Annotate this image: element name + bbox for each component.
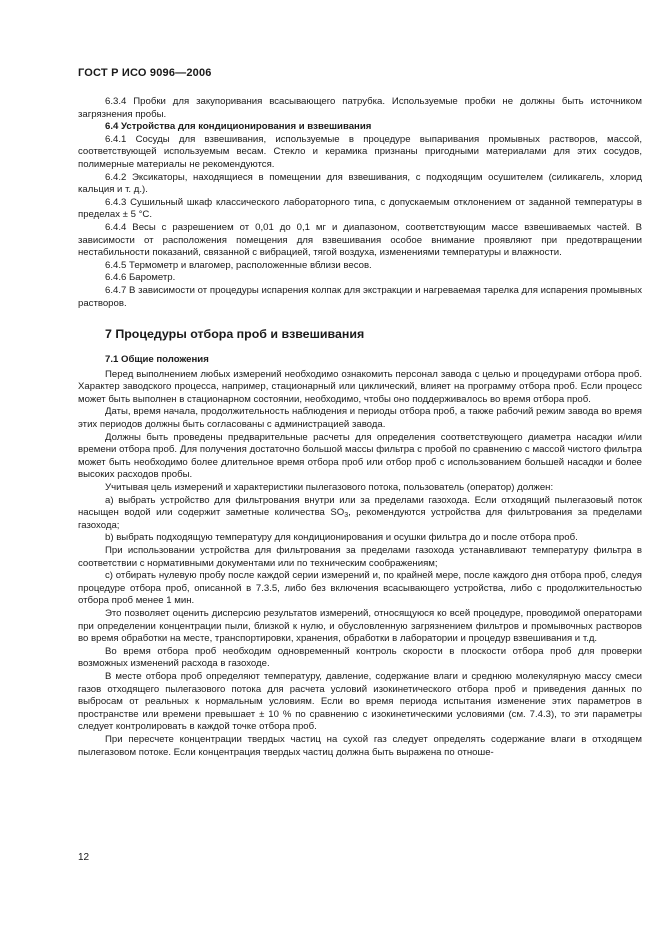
paragraph-6: Это позволяет оценить дисперсию результатов измерений, относящуюся ко всей процедуре, проводимой операторами при определении концентрации пыли, близкой к нулю, и обусловленную загрязнением фильтров и промывочных растворов во время обработки на месте, транспортировки, хранения, обработки в лаборатории и процедур взвешивания и т.д. (78, 607, 642, 645)
document-header: ГОСТ Р ИСО 9096—2006 (78, 67, 212, 79)
list-item-c: с) отбирать нулевую пробу после каждой серии измерений и, по крайней мере, после каждого дня отбора проб, следуя процедуре отбора проб, описанной в 7.3.5, либо без включения всасывающего устройства, либо с продолжительностью отбора проб менее 1 мин. (78, 570, 642, 607)
clause-6-4-1: 6.4.1 Сосуды для взвешивания, используемые в процедуре выпаривания промывных растворов, массой, соответствующей используемым весам. Стекло и керамика признаны пригодными материалами для этих сосудов, полимерные материалы не рекомендуются. (78, 133, 642, 170)
clause-6-4-3: 6.4.3 Сушильный шкаф классического лабораторного типа, с допускаемым отклонением от заданной температуры в пределах ± 5 °С. (78, 196, 642, 221)
list-item-a-text-end: , рекомендуются устройства для фильтрования за пределами газохода; (78, 507, 643, 531)
clause-6-4-6: 6.4.6 Барометр. (105, 272, 176, 284)
subscript-3: 3 (344, 512, 349, 520)
clause-6-4-7: 6.4.7 В зависимости от процедуры испарения колпак для экстракции и нагреваемая тарелка для испарения промывных растворов. (78, 284, 642, 309)
subsection-heading-6-4: 6.4 Устройства для кондиционирования и взвешивания (105, 121, 372, 133)
document-body (78, 96, 642, 759)
clause-6-4-4: 6.4.4 Весы с разрешением от 0,01 до 0,1 мг и диапазоном, соответствующим массе взвешиваемых частей. В зависимости от расположения помещения для взвешивания особое внимание проявляют при предотвращении нестабильности показаний, связанной с вибрацией, тягой воздуха, изменениями температуры и влажности. (78, 221, 642, 259)
section-heading-7: 7 Процедуры отбора проб и взвешивания (105, 327, 365, 342)
paragraph-8: В месте отбора проб определяют температуру, давление, содержание влаги и среднюю молекулярную массу смеси газов отходящего пылегазового потока для расчета условий изокинетического отбора проб и приведения данных по выбросам от реальных к нормальным условиям. Если во время периода испытания изменение этих параметров в пространстве или времени превышает ± 10 % по сравнению с изокинетическими условиями (см. 7.4.3), то эти параметры следует контролировать в каждой точке отбора проб. (78, 670, 642, 733)
list-item-a (78, 495, 642, 533)
paragraph-1: Перед выполнением любых измерений необходимо ознакомить персонал завода с целью и процедурами отбора проб. Характер заводского процесса, например, стационарный или циклический, влияет на программу отбора проб. Если процесс может быть выполнен в стационарном состоянии, необходимо, чтобы оно поддерживалось во время отбора проб. (78, 368, 642, 405)
list-item-a-text: а) выбрать устройство для фильтрования внутри или за пределами газохода. Если отходящий пылегазовый поток насыщен водой или содержит заметные количества SO (78, 494, 642, 519)
page-number: 12 (78, 852, 90, 863)
clause-6-3-4: 6.3.4 Пробки для закупоривания всасывающего патрубка. Используемые пробки не должны быть источником загрязнения пробы. (78, 96, 642, 120)
paragraph-2: Даты, время начала, продолжительность наблюдения и периоды отбора проб, а также рабочий режим завода во время этих периодов должны быть согласованы с администрацией завода. (78, 406, 642, 431)
clause-6-4-2: 6.4.2 Эксикаторы, находящиеся в помещении для взвешивания, с подходящим осушителем (силикагель, хлорид кальция и т. д.). (78, 171, 642, 196)
paragraph-5: При использовании устройства для фильтрования за пределами газохода устанавливают температуру фильтра в соответствии с нормативными документами или по техническим соображениям; (78, 545, 642, 569)
paragraph-4: Учитывая цель измерений и характеристики пылегазового потока, пользователь (оператор) должен: (105, 482, 554, 494)
subsection-heading-7-1: 7.1 Общие положения (105, 354, 209, 366)
paragraph-9: При пересчете концентрации твердых частиц на сухой газ следует определять содержание влаги в отходящем пылегазовом потоке. Если концентрация твердых частиц должна быть выражена по отноше- (78, 733, 642, 758)
paragraph-7: Во время отбора проб необходим одновременный контроль скорости в плоскости отбора проб для проверки возможных изменений расхода в газоходе. (78, 645, 642, 670)
clause-6-4-5: 6.4.5 Термометр и влагомер, расположенные вблизи весов. (105, 259, 372, 271)
paragraph-3: Должны быть проведены предварительные расчеты для определения соответствующего диаметра насадки и/или времени отбора проб. Для получения достаточно большой массы фильтра с пробой по сравнению с массой чистого фильтра может быть необходимо более длительное время отбора проб или отбор проб с использованием большей насадки и более высоких расходов пробы. (78, 431, 642, 481)
list-item-b: b) выбрать подходящую температуру для кондиционирования и осушки фильтра до и после отбора проб. (105, 532, 578, 544)
